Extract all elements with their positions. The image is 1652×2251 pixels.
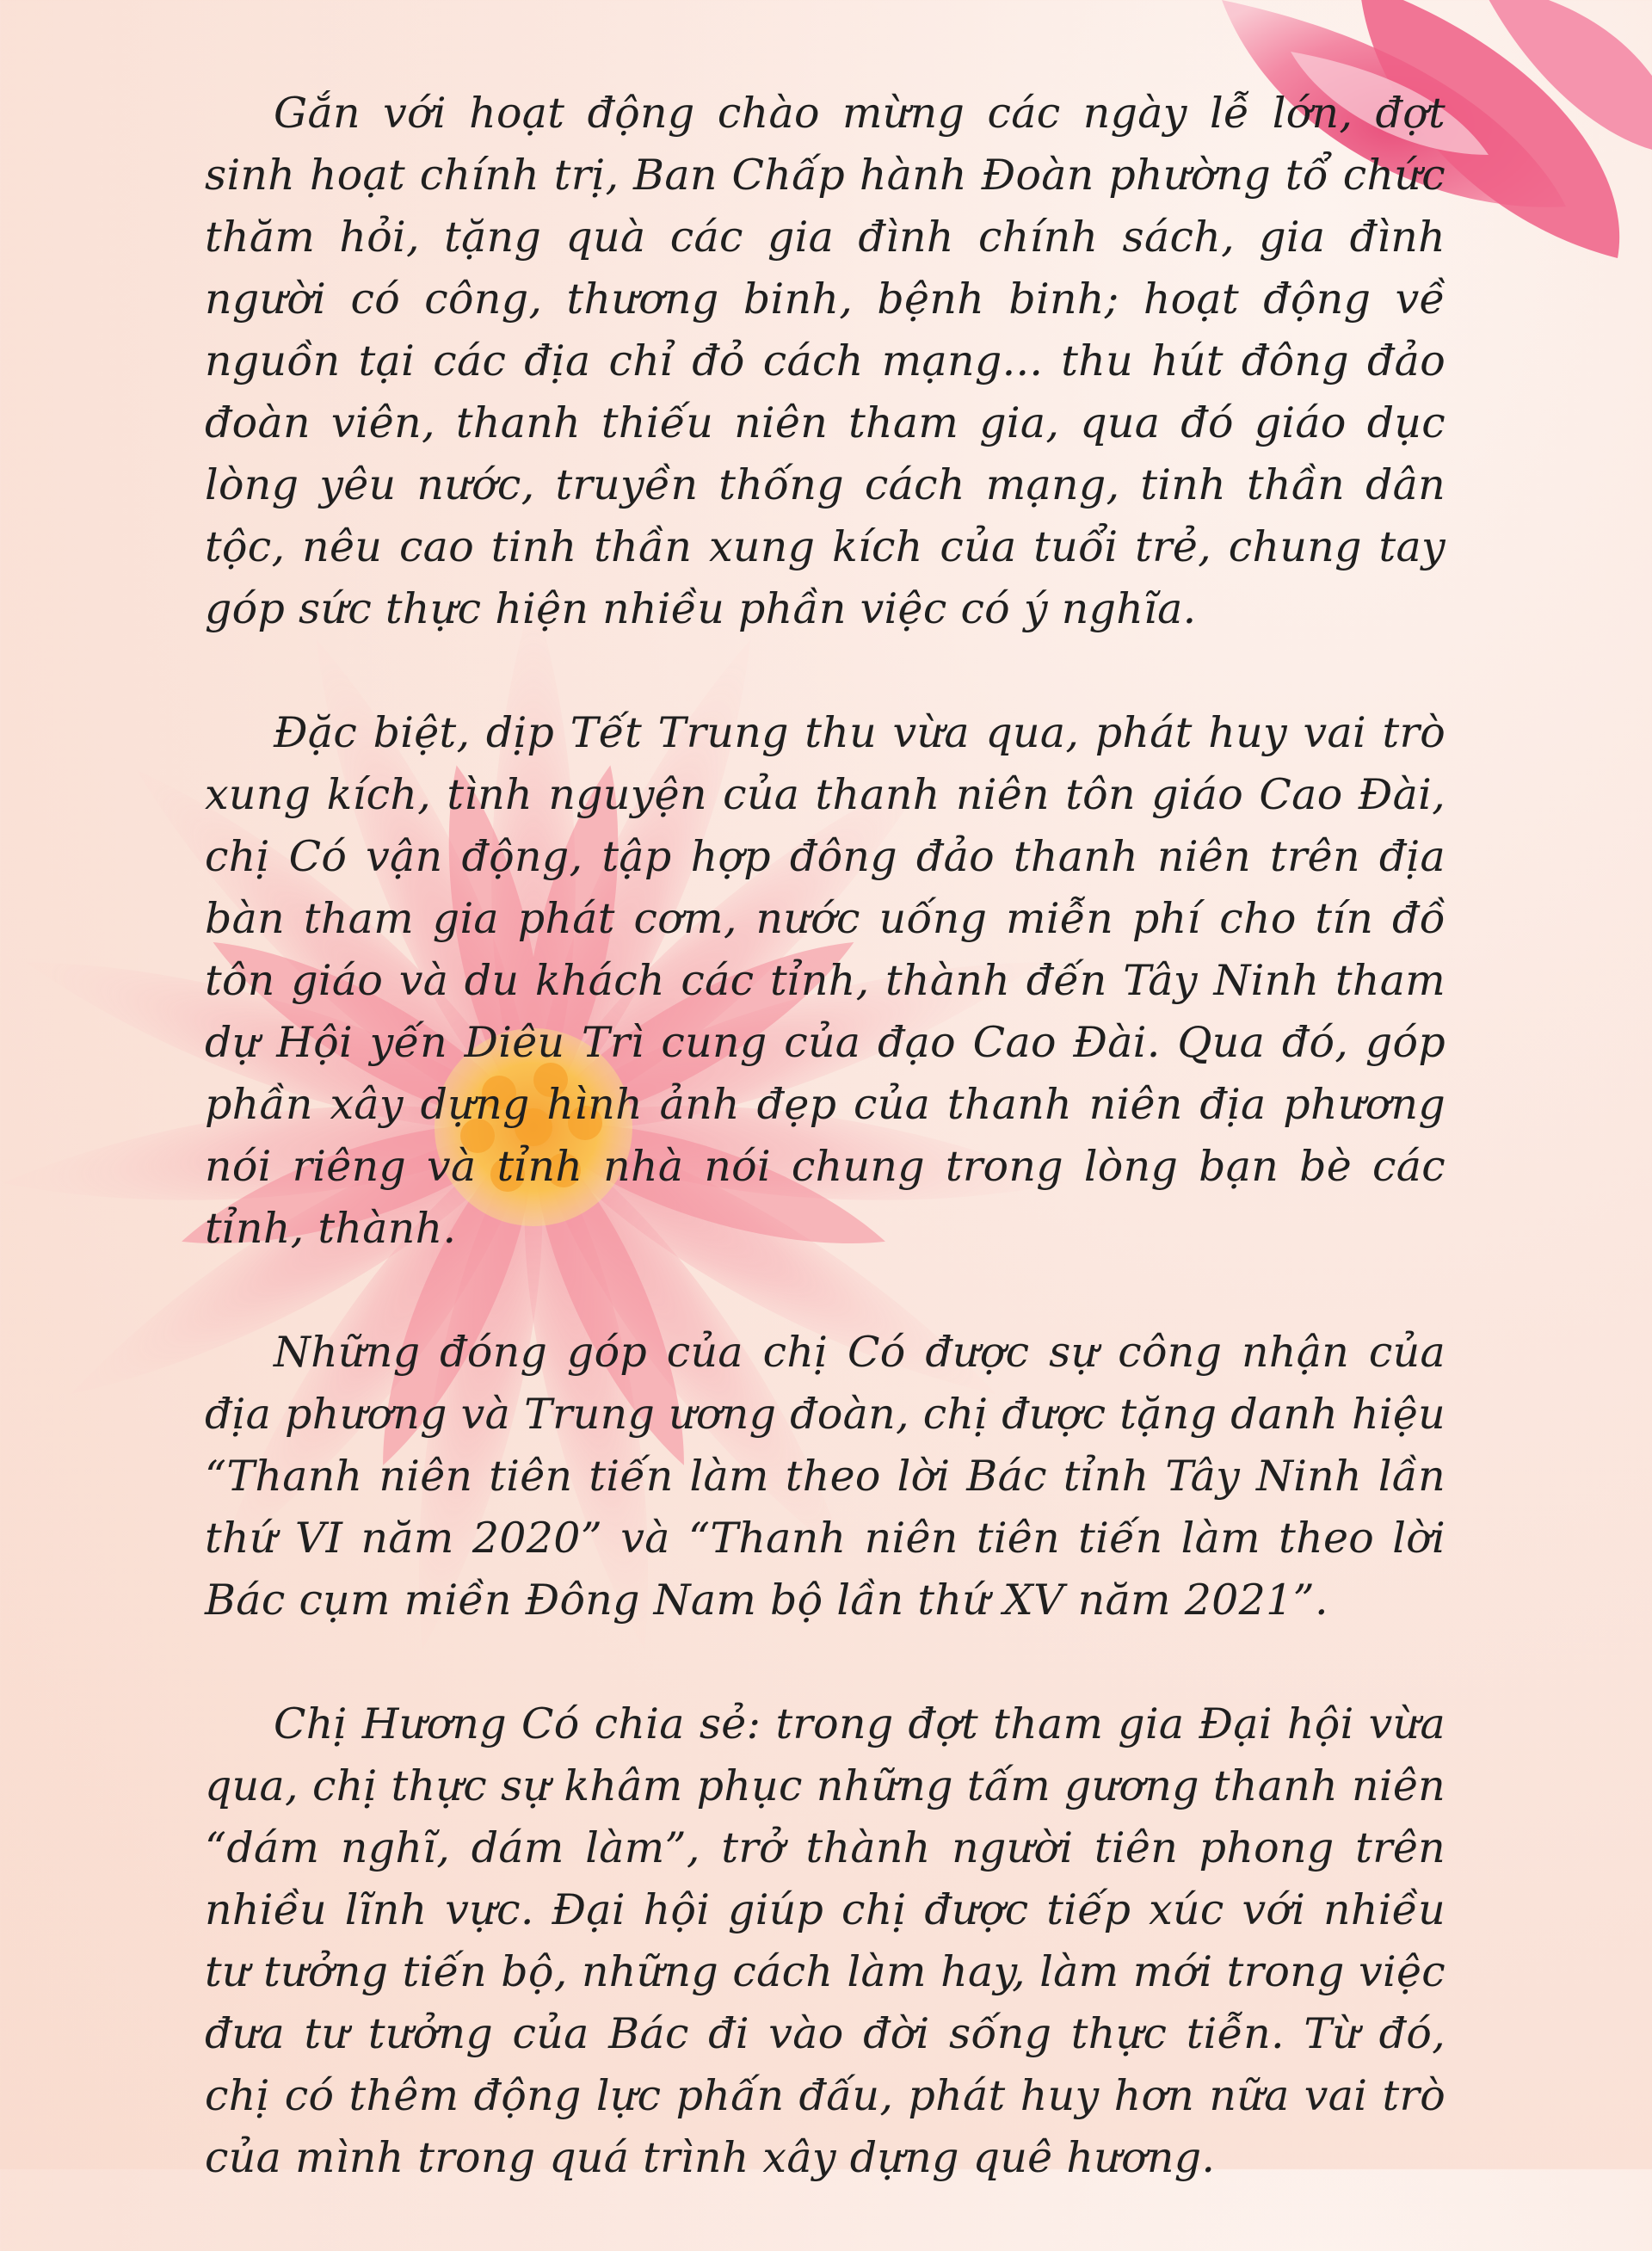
paragraph-community-activities: Gắn với hoạt động chào mừng các ngày lễ lớn, đợt sinh hoạt chính trị, Ban Chấp hành Đoàn phường tổ chức thăm hỏi, tặng quà các gia đình chính sách, gia đình người có công, thương binh, bệnh binh; hoạt động về nguồn tại các địa chỉ đỏ cách mạng... thu hút đông đảo đoàn viên, thanh thiếu niên tham gia, qua đó giáo dục lòng yêu nước, truyền thống cách mạng, tinh thần dân tộc, nêu cao tinh thần xung kích của tuổi trẻ, chung tay góp sức thực hiện nhiều phần việc có ý nghĩa.: [205, 89, 1446, 633]
paragraph-mid-autumn-volunteering: Đặc biệt, dịp Tết Trung thu vừa qua, phát huy vai trò xung kích, tình nguyện của thanh niên tôn giáo Cao Đài, chị Có vận động, tập hợp đông đảo thanh niên trên địa bàn tham gia phát cơm, nước uống miễn phí cho tín đồ tôn giáo và du khách các tỉnh, thành đến Tây Ninh tham dự Hội yến Diêu Trì cung của đạo Cao Đài. Qua đó, góp phần xây dựng hình ảnh đẹp của thanh niên địa phương nói riêng và tỉnh nhà nói chung trong lòng bạn bè các tỉnh, thành.: [205, 708, 1446, 1253]
paragraph-awards: Những đóng góp của chị Có được sự công nhận của địa phương và Trung ương đoàn, chị được tặng danh hiệu “Thanh niên tiên tiến làm theo lời Bác tỉnh Tây Ninh lần thứ VI năm 2020” và “Thanh niên tiên tiến làm theo lời Bác cụm miền Đông Nam bộ lần thứ XV năm 2021”.: [205, 1328, 1446, 1625]
paragraph-sharing: Chị Hương Có chia sẻ: trong đợt tham gia Đại hội vừa qua, chị thực sự khâm phục những tấm gương thanh niên “dám nghĩ, dám làm”, trở thành người tiên phong trên nhiều lĩnh vực. Đại hội giúp chị được tiếp xúc với nhiều tư tưởng tiến bộ, những cách làm hay, làm mới trong việc đưa tư tưởng của Bác đi vào đời sống thực tiễn. Từ đó, chị có thêm động lực phấn đấu, phát huy hơn nữa vai trò của mình trong quá trình xây dựng quê hương.: [205, 1699, 1446, 2182]
article-body: [205, 83, 1446, 2251]
